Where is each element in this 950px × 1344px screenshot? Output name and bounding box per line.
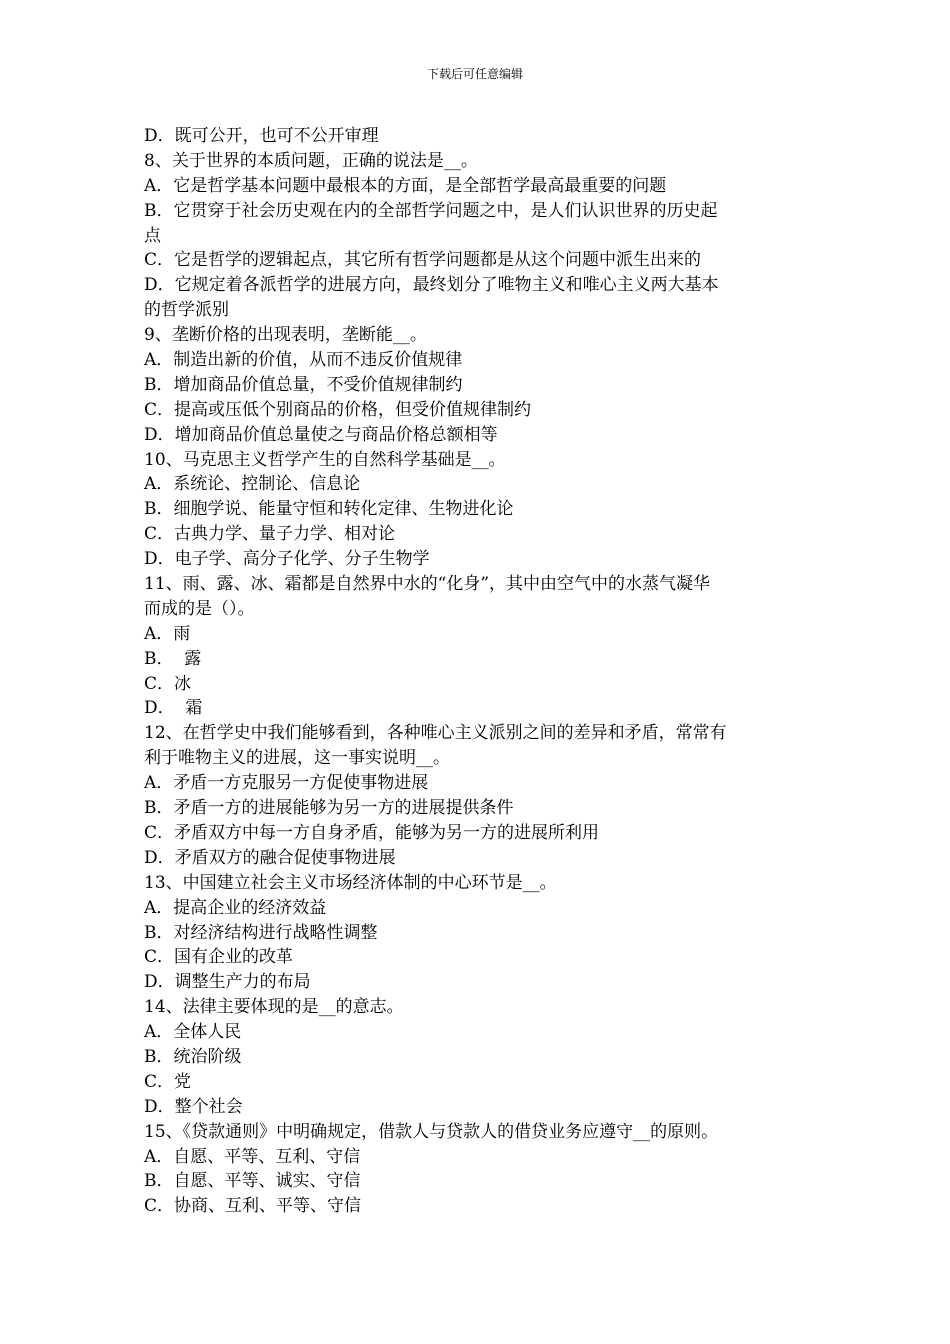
question-8: 8、关于世界的本质问题，正确的说法是__。 — [144, 150, 478, 171]
question-9: 9、垄断价格的出现表明，垄断能__。 — [144, 325, 427, 346]
text-line: C．矛盾双方中每一方自身矛盾，能够为另一方的进展所利用 — [144, 822, 600, 843]
text-line: B．自愿、平等、诚实、守信 — [144, 1171, 361, 1192]
question-14: 14、法律主要体现的是__的意志。 — [144, 997, 404, 1018]
text-line: 点 — [144, 225, 161, 246]
question-10: 10、马克思主义哲学产生的自然科学基础是__。 — [144, 449, 506, 470]
text-line: B．它贯穿于社会历史观在内的全部哲学问题之中，是人们认识世界的历史起 — [144, 200, 718, 221]
text-line: D．既可公开，也可不公开审理 — [144, 126, 379, 146]
text-line: D．增加商品价值总量使之与商品价格总额相等 — [144, 424, 498, 445]
text-line: A．系统论、控制论、信息论 — [144, 474, 361, 495]
text-line: D． 霜 — [144, 698, 203, 719]
text-line: D．电子学、高分子化学、分子生物学 — [144, 549, 430, 570]
text-line: A．雨 — [144, 623, 191, 644]
question-11: 11、雨、露、冰、霜都是自然界中水的“化身”，其中由空气中的水蒸气凝华 — [144, 574, 711, 595]
text-line: A．自愿、平等、互利、守信 — [144, 1146, 361, 1167]
question-15: 15、《贷款通则》中明确规定，借款人与贷款人的借贷业务应遵守__的原则。 — [144, 1121, 719, 1142]
text-line: B．矛盾一方的进展能够为另一方的进展提供条件 — [144, 798, 514, 819]
question-12: 12、在哲学史中我们能够看到，各种唯心主义派别之间的差异和矛盾，常常有 — [144, 723, 727, 744]
text-line: B． 露 — [144, 648, 202, 669]
text-line: C．提高或压低个别商品的价格，但受价值规律制约 — [144, 399, 532, 420]
text-line: C．冰 — [144, 673, 192, 694]
text-line: D．整个社会 — [144, 1096, 243, 1117]
text-line: B．细胞学说、能量守恒和转化定律、生物进化论 — [144, 499, 514, 520]
text-line: A．提高企业的经济效益 — [144, 897, 327, 918]
text-line: 的哲学派别 — [144, 300, 229, 321]
page-header: 下载后可任意编辑 — [426, 67, 523, 81]
text-line: B．增加商品价值总量，不受价值规律制约 — [144, 374, 463, 395]
text-line: D．它规定着各派哲学的进展方向，最终划分了唯物主义和唯心主义两大基本 — [144, 275, 719, 296]
text-line: B．统治阶级 — [144, 1046, 242, 1067]
text-line: A．制造出新的价值，从而不违反价值规律 — [144, 350, 463, 371]
text-line: C．国有企业的改革 — [144, 947, 294, 968]
text-line: C．协商、互利、平等、守信 — [144, 1196, 362, 1217]
text-line: C．党 — [144, 1071, 192, 1092]
document-body — [144, 124, 810, 1219]
text-line: 而成的是（）。 — [144, 598, 255, 619]
text-line: A．矛盾一方克服另一方促使事物进展 — [144, 773, 429, 794]
question-13: 13、中国建立社会主义市场经济体制的中心环节是__。 — [144, 872, 557, 893]
text-line: C．它是哲学的逻辑起点，其它所有哲学问题都是从这个问题中派生出来的 — [144, 250, 702, 271]
text-line: 利于唯物主义的进展，这一事实说明__。 — [144, 748, 450, 769]
text-line: D．矛盾双方的融合促使事物进展 — [144, 847, 396, 868]
text-line: C．古典力学、量子力学、相对论 — [144, 524, 396, 545]
text-line: D．调整生产力的布局 — [144, 972, 311, 993]
text-line: A．它是哲学基本问题中最根本的方面，是全部哲学最高最重要的问题 — [144, 175, 667, 196]
text-line: A．全体人民 — [144, 1022, 242, 1043]
text-line: B．对经济结构进行战略性调整 — [144, 922, 378, 943]
